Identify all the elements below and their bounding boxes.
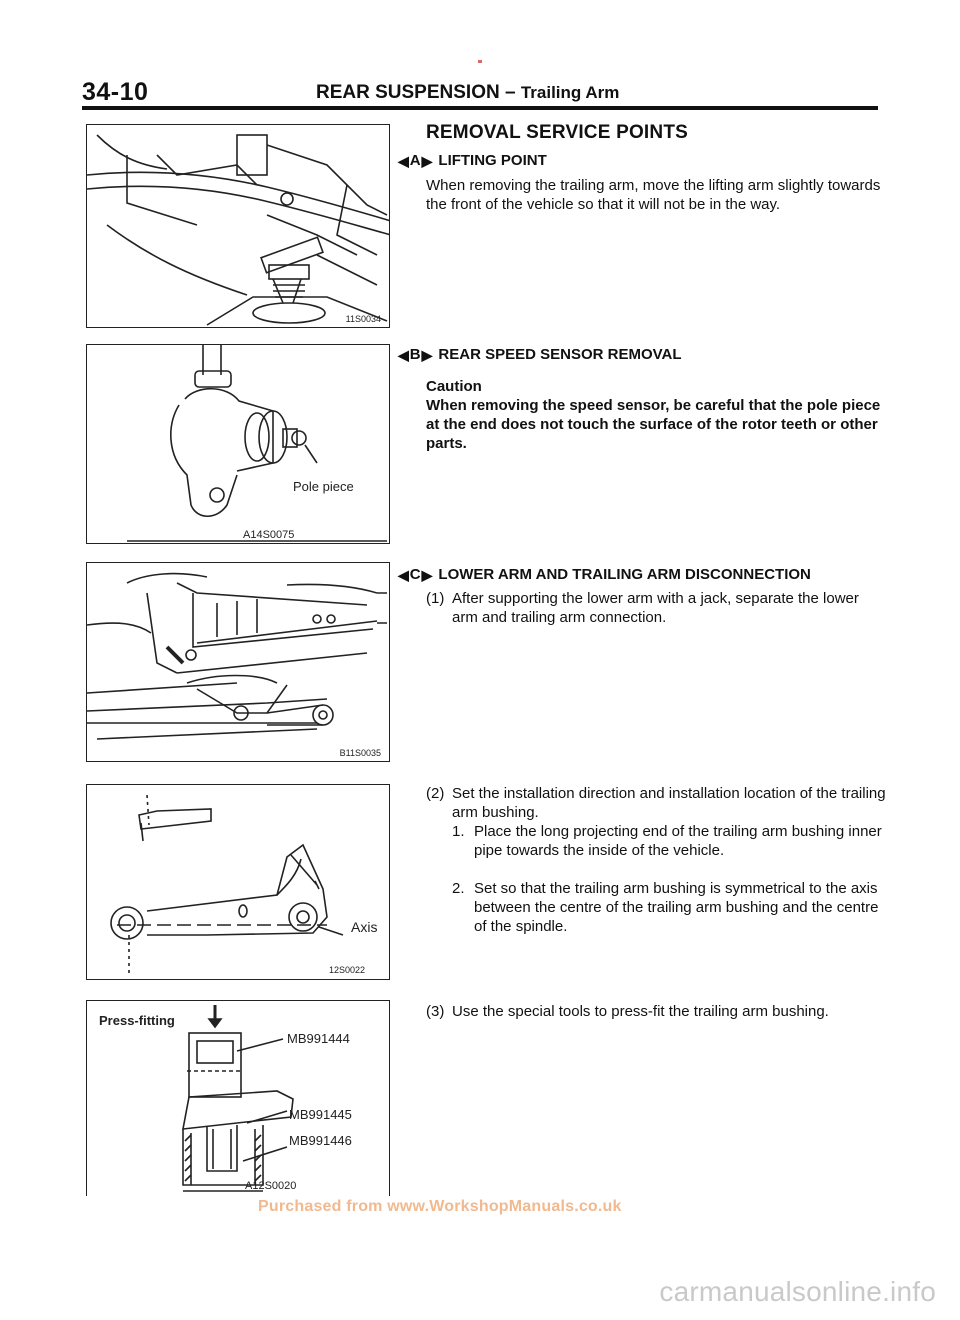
figure-press-fitting bbox=[86, 1000, 390, 1196]
step-number: (1) bbox=[426, 590, 445, 607]
right-triangle-icon: ▶ bbox=[421, 152, 433, 169]
marker-letter: A bbox=[409, 152, 421, 169]
marker-letter: B bbox=[409, 346, 421, 363]
tool-label-mb991445: MB991445 bbox=[289, 1107, 352, 1122]
pole-piece-label: Pole piece bbox=[293, 479, 354, 494]
site-watermark: carmanualsonline.info bbox=[659, 1276, 936, 1307]
step-text: Set the installation direction and installation location of the trailing arm bushing. bbox=[452, 785, 886, 821]
section-marker bbox=[398, 346, 432, 363]
figure-trailing-arm-axis bbox=[86, 784, 390, 980]
step-3 bbox=[426, 1002, 886, 1021]
figure-code: 12S0022 bbox=[328, 965, 365, 975]
figure-code: A12S0020 bbox=[245, 1180, 297, 1192]
section-a-header bbox=[398, 152, 547, 169]
title-main: REAR SUSPENSION bbox=[316, 82, 500, 103]
section-c-header bbox=[398, 566, 811, 583]
step-2 bbox=[426, 784, 886, 822]
page-mark bbox=[478, 60, 482, 63]
lifting-point-illustration bbox=[87, 125, 390, 328]
step-number: (3) bbox=[426, 1003, 445, 1020]
substep-1 bbox=[452, 822, 886, 860]
speed-sensor-illustration bbox=[87, 345, 390, 544]
substep-text: Place the long projecting end of the trailing arm bushing inner pipe towards the inside of the vehicle. bbox=[474, 823, 882, 859]
header-rule bbox=[82, 106, 878, 110]
marker-letter: C bbox=[409, 566, 421, 583]
left-triangle-icon: ◀ bbox=[398, 346, 409, 363]
right-triangle-icon: ▶ bbox=[421, 346, 433, 363]
figure-code: B11S0035 bbox=[339, 748, 381, 758]
caution-text: When removing the speed sensor, be careful that the pole piece at the end does not touch the surface of the rotor teeth or other parts. bbox=[426, 397, 881, 452]
axis-label: Axis bbox=[351, 919, 378, 935]
substep-number: 1. bbox=[452, 823, 465, 840]
step-number: (2) bbox=[426, 785, 445, 802]
figure-lifting-point bbox=[86, 124, 390, 328]
substep-number: 2. bbox=[452, 880, 465, 897]
step-1 bbox=[426, 589, 886, 627]
left-triangle-icon: ◀ bbox=[398, 566, 409, 583]
figure-lower-arm-jack bbox=[86, 562, 390, 762]
substep-2 bbox=[452, 879, 886, 936]
tool-label-mb991444: MB991444 bbox=[287, 1031, 350, 1046]
section-heading: REMOVAL SERVICE POINTS bbox=[426, 122, 689, 143]
figure-code: 11S0034 bbox=[345, 314, 381, 324]
substep-text: Set so that the trailing arm bushing is symmetrical to the axis between the centre of the trailing arm bushing and the centre of the spindle. bbox=[474, 880, 879, 935]
lower-arm-jack-illustration bbox=[87, 563, 390, 762]
figure-speed-sensor bbox=[86, 344, 390, 544]
tool-label-mb991446: MB991446 bbox=[289, 1133, 352, 1148]
section-a-body: When removing the trailing arm, move the lifting arm slightly towards the front of the vehicle so that it will not be in the way. bbox=[426, 177, 881, 213]
section-b-title: REAR SPEED SENSOR REMOVAL bbox=[438, 346, 682, 363]
figure-code: A14S0075 bbox=[243, 529, 295, 541]
purchase-footer: Purchased from www.WorkshopManuals.co.uk bbox=[258, 1198, 622, 1215]
left-triangle-icon: ◀ bbox=[398, 152, 409, 169]
title-subtitle: Trailing Arm bbox=[520, 83, 620, 102]
page-title bbox=[316, 82, 619, 104]
right-triangle-icon: ▶ bbox=[421, 566, 433, 583]
press-fitting-label: Press-fitting bbox=[99, 1013, 175, 1028]
step-text: Use the special tools to press-fit the trailing arm bushing. bbox=[452, 1003, 829, 1020]
section-marker bbox=[398, 566, 432, 583]
title-separator: – bbox=[499, 82, 521, 103]
section-marker bbox=[398, 152, 432, 169]
caution-label: Caution bbox=[426, 378, 482, 395]
section-c-title: LOWER ARM AND TRAILING ARM DISCONNECTION bbox=[438, 566, 811, 583]
step-text: After supporting the lower arm with a jack, separate the lower arm and trailing arm connection. bbox=[452, 590, 859, 626]
page-number: 34-10 bbox=[82, 78, 149, 106]
section-b-header bbox=[398, 346, 682, 363]
section-a-title: LIFTING POINT bbox=[438, 152, 547, 169]
trailing-arm-axis-illustration bbox=[87, 785, 390, 980]
